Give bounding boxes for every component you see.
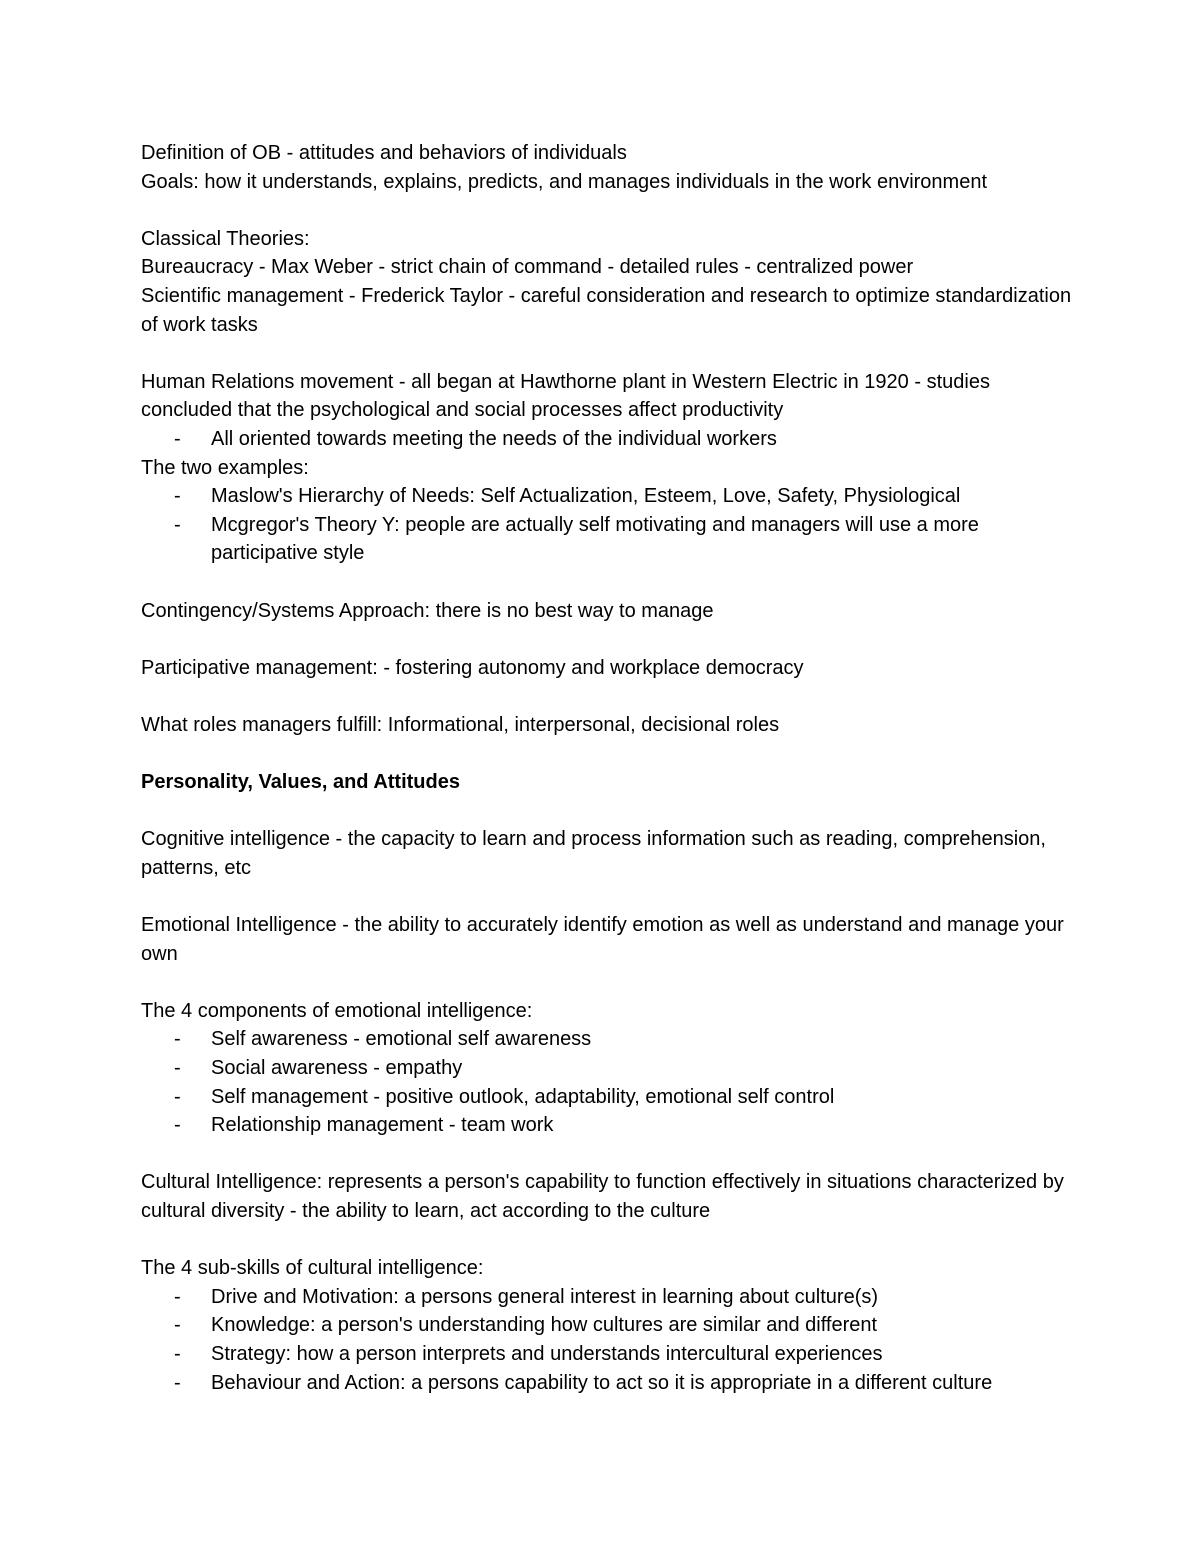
list-item	[141, 1369, 1081, 1398]
list-item	[141, 1054, 1081, 1083]
cq-subskills-heading: The 4 sub-skills of cultural intelligence:	[141, 1257, 484, 1280]
document-page	[141, 139, 1081, 1397]
dash-marker: -	[174, 1285, 181, 1308]
list-item-text: Social awareness - empathy	[211, 1057, 463, 1079]
list-item	[141, 1340, 1081, 1369]
dash-marker: -	[174, 513, 181, 536]
dash-marker: -	[174, 1371, 181, 1394]
dash-marker: -	[174, 1342, 181, 1365]
list-item-text: Self management - positive outlook, adaptability, emotional self control	[211, 1085, 835, 1108]
list-item-text: Maslow's Hierarchy of Needs: Self Actualization, Esteem, Love, Safety, Physiological	[211, 485, 961, 508]
human-relations-line: Human Relations movement - all began at Hawthorne plant in Western Electric in 1920 - studies concluded that the psychological and social processes affect productivity	[141, 370, 990, 422]
list-item	[141, 1111, 1081, 1140]
classical-theories-heading: Classical Theories:	[141, 227, 310, 250]
spacer	[141, 882, 1081, 911]
spacer	[141, 1226, 1081, 1255]
list-item	[141, 482, 1081, 511]
section-heading: Personality, Values, and Attitudes	[141, 771, 460, 794]
list-item	[141, 1311, 1081, 1340]
dash-marker: -	[174, 1114, 181, 1137]
two-examples-heading: The two examples:	[141, 456, 309, 479]
goals-line: Goals: how it understands, explains, predicts, and manages individuals in the work environment	[141, 170, 988, 193]
participative-line: Participative management: - fostering autonomy and workplace democracy	[141, 656, 804, 679]
dash-marker: -	[174, 1314, 181, 1337]
cq-subskills-list	[141, 1283, 1081, 1397]
list-item-text: Behaviour and Action: a persons capability to act so it is appropriate in a different culture	[211, 1371, 993, 1394]
spacer	[141, 1140, 1081, 1169]
spacer	[141, 196, 1081, 225]
definition-line: Definition of OB - attitudes and behaviors of individuals	[141, 142, 627, 164]
dash-marker: -	[174, 485, 181, 508]
cognitive-intelligence-line: Cognitive intelligence - the capacity to learn and process information such as reading, comprehension, patterns, etc	[141, 828, 1046, 879]
dash-marker: -	[174, 1085, 181, 1108]
list-item-text: Strategy: how a person interprets and understands intercultural experiences	[211, 1342, 883, 1365]
dash-marker: -	[174, 1028, 181, 1051]
emotional-intelligence-line: Emotional Intelligence - the ability to accurately identify emotion as well as understand and manage your own	[141, 914, 1064, 965]
ei-components-list	[141, 1025, 1081, 1139]
ei-components-heading: The 4 components of emotional intelligence:	[141, 999, 533, 1022]
contingency-line: Contingency/Systems Approach: there is no best way to manage	[141, 599, 714, 622]
spacer	[141, 625, 1081, 654]
scientific-management-line: Scientific management - Frederick Taylor - careful consideration and research to optimize standardization of work tasks	[141, 284, 1072, 336]
list-item	[141, 1083, 1081, 1112]
spacer	[141, 568, 1081, 597]
spacer	[141, 797, 1081, 826]
roles-line: What roles managers fulfill: Informational, interpersonal, decisional roles	[141, 713, 780, 736]
list-item-text: Knowledge: a person's understanding how cultures are similar and different	[211, 1314, 878, 1337]
list-item	[141, 1025, 1081, 1054]
list-item-text: Mcgregor's Theory Y: people are actually self motivating and managers will use a more participative style	[211, 513, 979, 565]
human-relations-bullets	[141, 425, 1081, 454]
list-item	[141, 1283, 1081, 1312]
list-item-text: Drive and Motivation: a persons general interest in learning about culture(s)	[211, 1285, 879, 1308]
dash-marker: -	[174, 1057, 181, 1079]
spacer	[141, 339, 1081, 368]
list-item-text: Relationship management - team work	[211, 1114, 554, 1137]
list-item	[141, 425, 1081, 454]
spacer	[141, 739, 1081, 768]
list-item-text: All oriented towards meeting the needs of the individual workers	[211, 427, 777, 450]
examples-list	[141, 482, 1081, 568]
spacer	[141, 682, 1081, 711]
dash-marker: -	[174, 427, 181, 450]
spacer	[141, 968, 1081, 997]
list-item	[141, 511, 1081, 568]
list-item-text: Self awareness - emotional self awareness	[211, 1028, 592, 1051]
bureaucracy-line: Bureaucracy - Max Weber - strict chain of command - detailed rules - centralized power	[141, 256, 914, 279]
cultural-intelligence-line: Cultural Intelligence: represents a person's capability to function effectively in situations characterized by cultural diversity - the ability to learn, act according to the culture	[141, 1171, 1064, 1222]
